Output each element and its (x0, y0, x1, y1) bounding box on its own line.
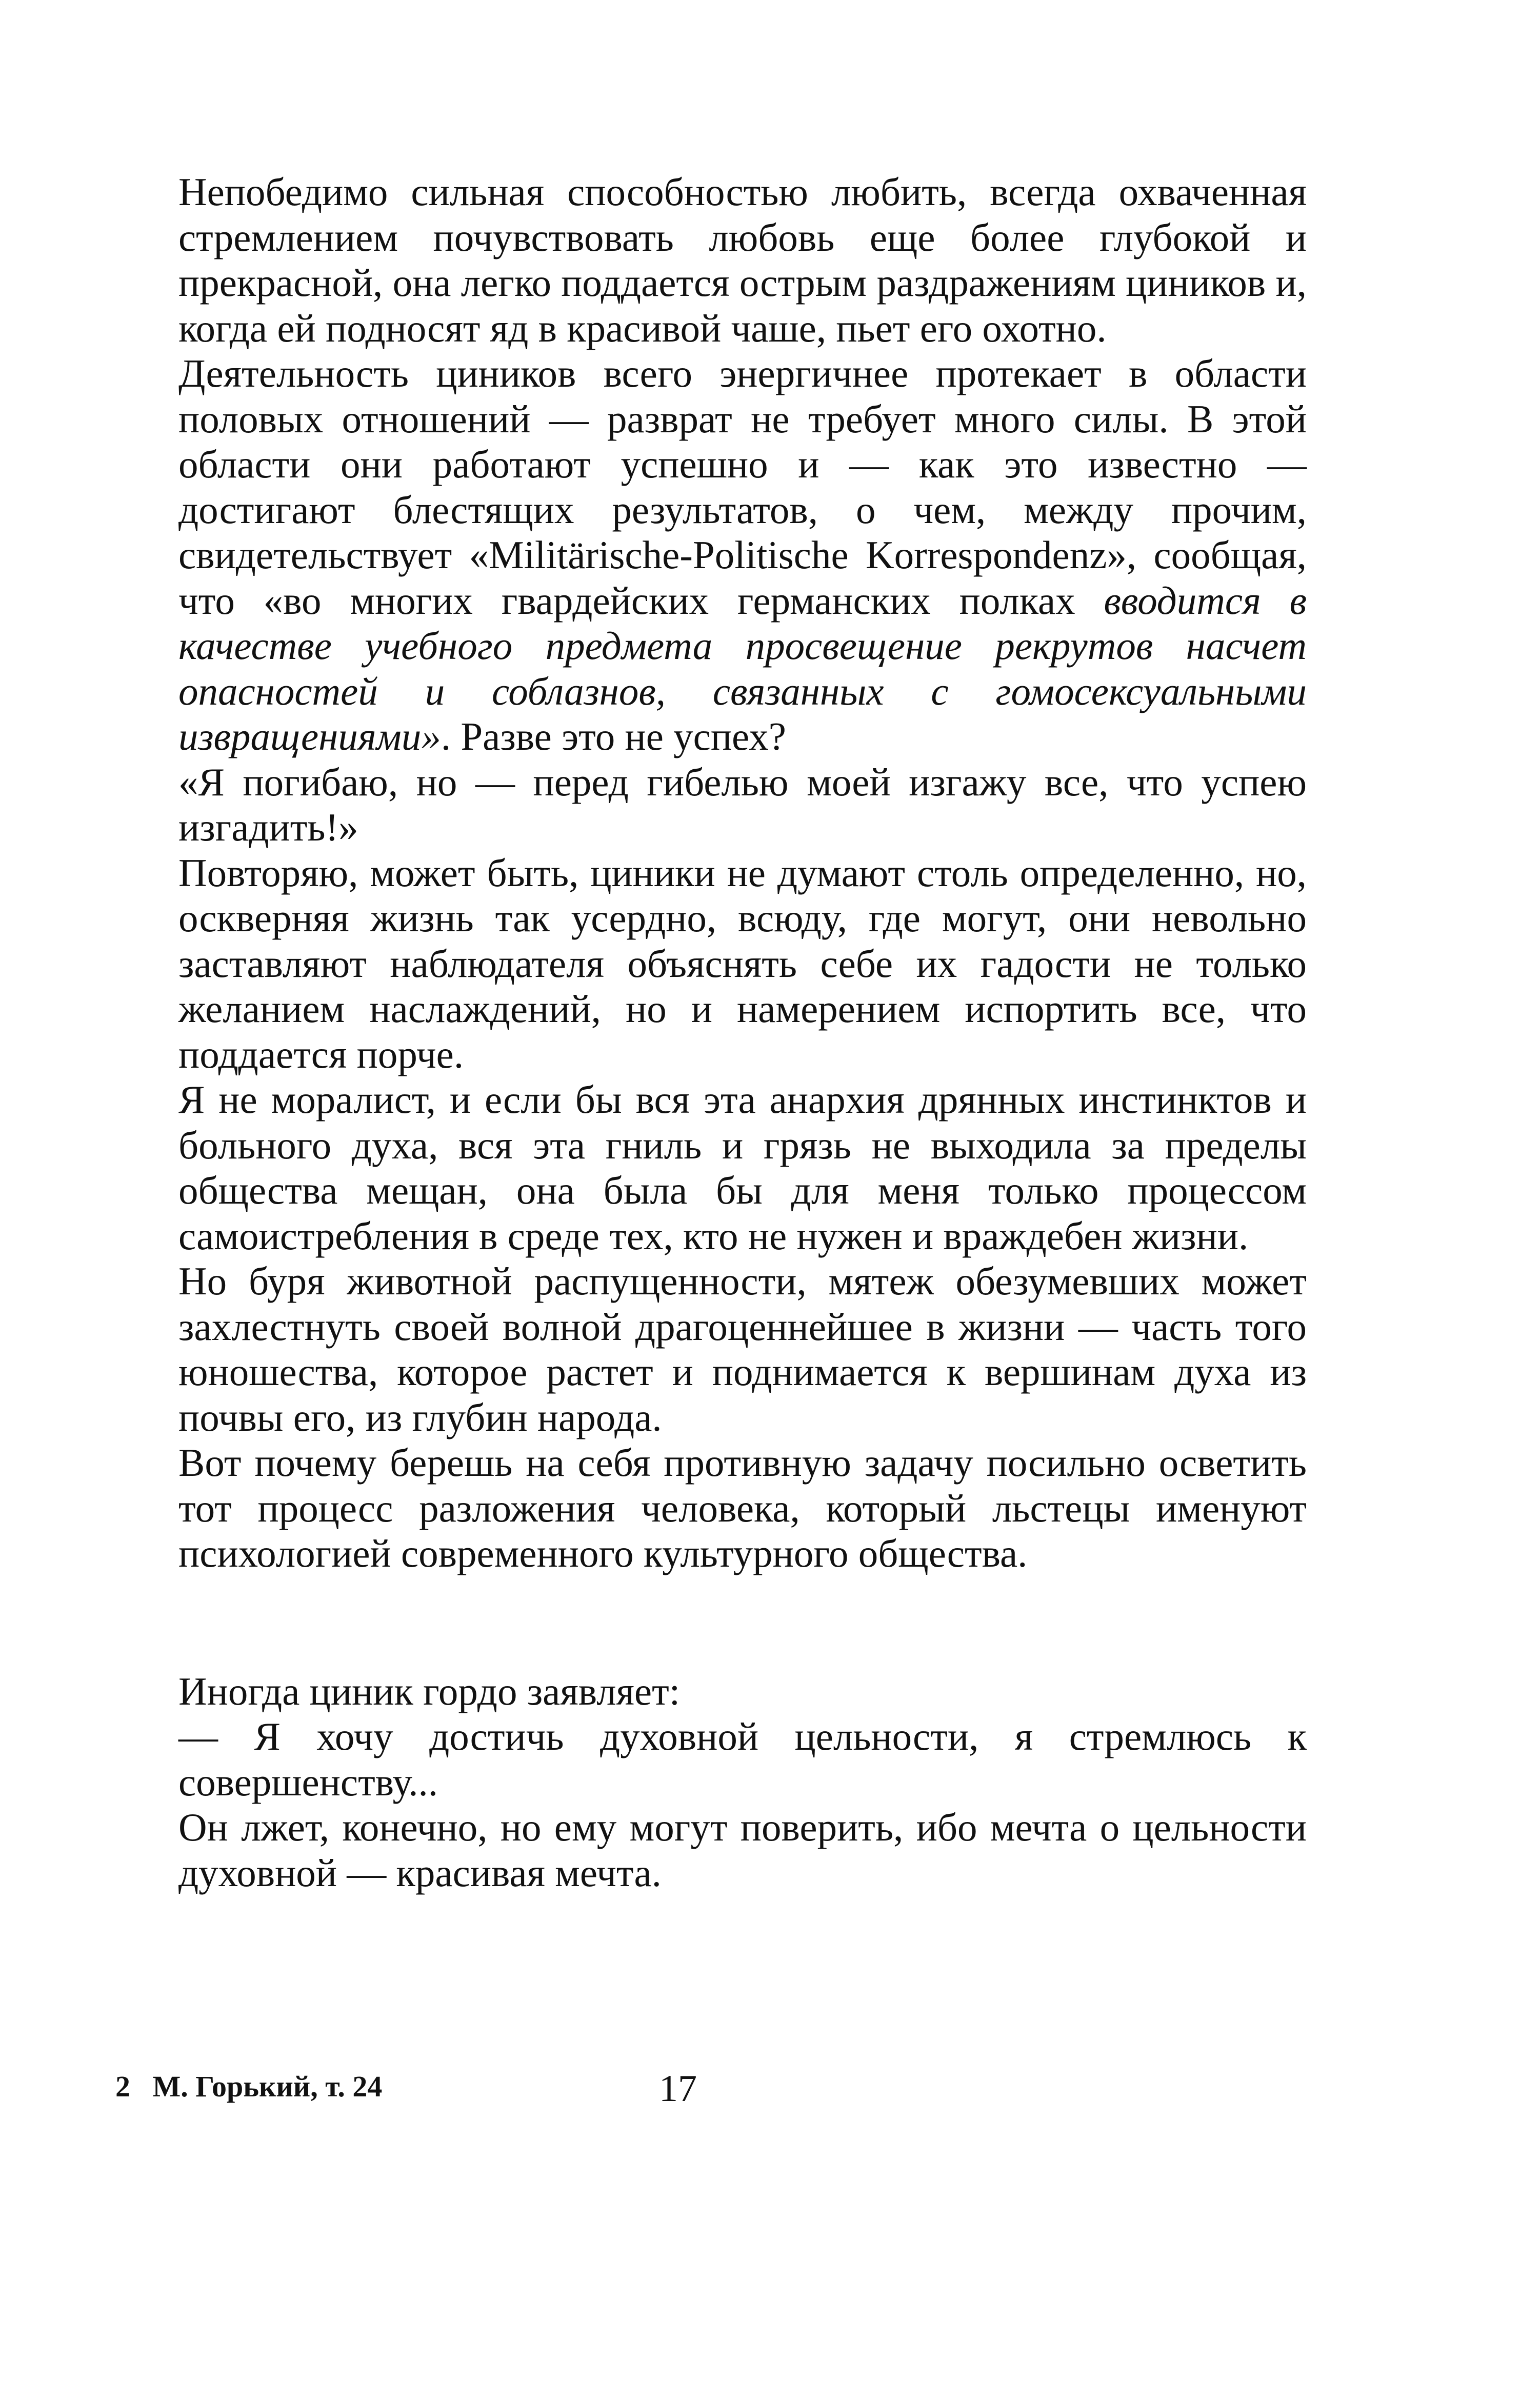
paragraph-6: Но буря животной распущенности, мятеж обезумевших может захлестнуть своей волной драгоценнейшее в жизни — часть того юношества, которое растет и поднимается к вершинам духа из почвы его, из глубин народа. (178, 1259, 1307, 1439)
paragraph-8: Иногда циник гордо заявляет: (178, 1669, 681, 1713)
paragraph-2-tail: . Разве это не успех? (441, 714, 786, 758)
paragraph-10: Он лжет, конечно, но ему могут поверить, ибо мечта о цельности духовной — красивая мечта. (178, 1805, 1307, 1895)
page-body (178, 169, 1307, 1895)
paragraph-4: Повторяю, может быть, циники не думают столь определенно, но, оскверняя жизнь так усердно, всюду, где могут, они невольно заставляют наблюдателя объяснять себе их гадости не только желанием наслаждений, но и намерением испортить все, что поддается порче. (178, 850, 1307, 1076)
paragraph-1: Непобедимо сильная способностью любить, всегда охваченная стремлением почувствовать любовь еще более глубокой и прекрасной, она легко поддается острым раздражениям циников и, когда ей подносят яд в красивой чаше, пьет его охотно. (178, 170, 1307, 350)
paragraph-5: Я не моралист, и если бы вся эта анархия дрянных инстинктов и больного духа, вся эта гниль и грязь не выходила за пределы общества мещан, она была бы для меня только процессом самоистребления в среде тех, кто не нужен и враждебен жизни. (178, 1077, 1307, 1258)
paragraph-3: «Я погибаю, но — перед гибелью моей изгажу все, что успею изгадить!» (178, 759, 1307, 849)
signature-mark: 2 М. Горький, т. 24 (115, 2070, 383, 2103)
paragraph-7: Вот почему берешь на себя противную задачу посильно осветить тот процесс разложения человека, который льстецы именуют психологией современного культурного общества. (178, 1440, 1307, 1575)
section-gap (178, 1576, 1307, 1669)
paragraph-2 (178, 351, 1307, 759)
paragraph-9: — Я хочу достичь духовной цельности, я стремлюсь к совершенству... (178, 1714, 1307, 1804)
page-footer (115, 2069, 1346, 2110)
page-number: 17 (659, 2068, 697, 2110)
paragraph-2-text: Деятельность циников всего энергичнее протекает в области половых отношений — разврат не требует много силы. В этой области они работают успешно и — как это известно — достигают блестящих результатов, о чем, между прочим, свидетельствует «Militärische-Politische Korrespondenz», сообщая, что «во многих гвардейских германских полках (178, 351, 1307, 623)
paragraph-2-italic: вводится в качестве учебного предмета просвещение рекрутов насчет опасностей и соблазнов, связанных с гомосексуальными извращениями» (178, 578, 1307, 758)
